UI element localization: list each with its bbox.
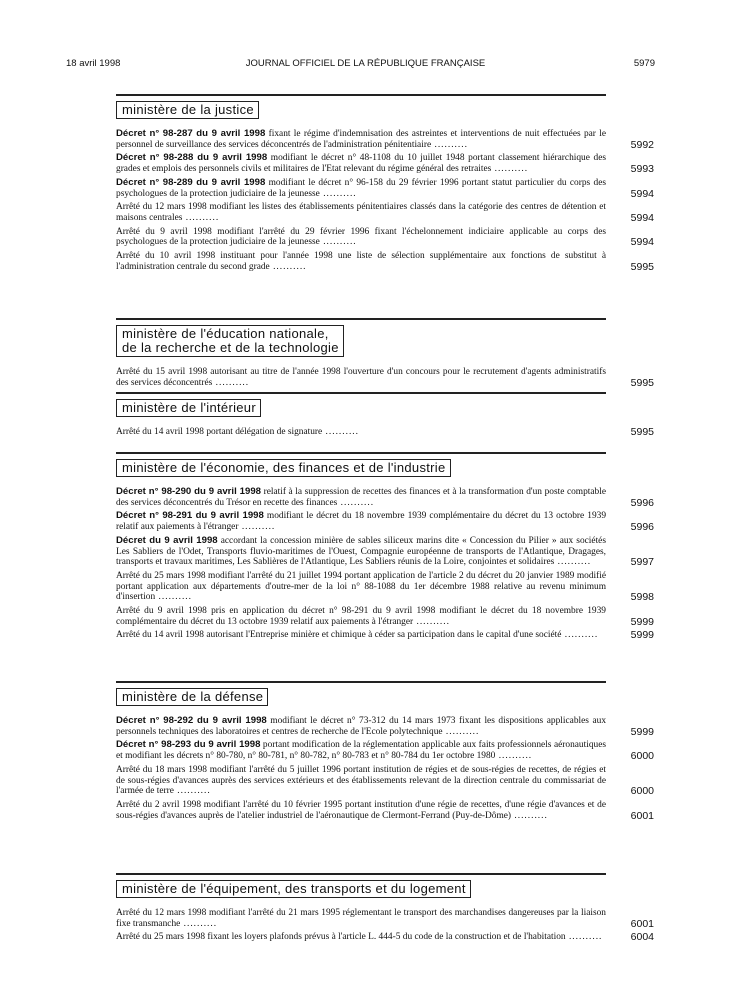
section-title-line: de la recherche et de la technologie [122, 340, 339, 355]
header-page-number: 5979 [633, 58, 655, 69]
list-item [116, 128, 654, 151]
entry-text [116, 427, 606, 438]
section [116, 392, 654, 441]
leader-dots: .......... [431, 139, 468, 150]
leader-dots: .......... [511, 810, 548, 821]
entry-page-number: 5995 [630, 260, 654, 273]
section-rule [116, 452, 606, 454]
section-title [116, 101, 259, 119]
section-title-line: ministère de l'éducation nationale, [122, 326, 329, 341]
entry-decree-title: Décret n° 98-290 du 9 avril 1998 [116, 486, 261, 497]
section-rule [116, 318, 606, 320]
entry-page-number: 5994 [630, 211, 654, 224]
entry-description: Arrêté du 9 avril 1998 pris en application du décret n° 98-291 du 9 avril 1998 modifiant le décret du 18 novembre 1939 complémentaire du décret du 13 octobre 1939 relatif aux paiements à l'étranger [116, 606, 606, 627]
list-item [116, 739, 654, 763]
entry-page-number: 5994 [630, 236, 654, 249]
entry-description: Arrêté du 15 avril 1998 autorisant au titre de l'année 1998 l'ouverture d'un concours pour le recrutement d'agents administratifs des services déconcentrés [116, 367, 606, 388]
list-item [116, 570, 654, 604]
entry-description: Arrêté du 25 mars 1998 modifiant l'arrêté du 21 juillet 1994 portant application de l'article 2 du décret du 20 janvier 1989 modifié portant application aux départements d'outre-mer de la loi n° 88-1088 du 1er décembre 1988 relative au revenu minimum d'insertion [116, 570, 606, 603]
entry-description: fixant le régime d'indemnisation des astreintes et interventions de nuit effectuées par le personnel de surveillance des services déconcentrés de l'administration pénitentiaire [116, 129, 606, 150]
section-title-line: ministère de la défense [122, 689, 264, 704]
list-item [116, 715, 654, 738]
entry-description: modifiant le décret n° 96-158 du 29 février 1996 portant statut particulier du corps des psychologues de la protection judiciaire de la jeunesse [116, 177, 606, 199]
entry-decree-title: Décret n° 98-292 du 9 avril 1998 [116, 715, 267, 726]
entry-list [116, 715, 654, 822]
entry-page-number: 5999 [630, 725, 654, 738]
section [116, 681, 654, 824]
entry-description: Arrêté du 14 avril 1998 portant délégation de signature [116, 427, 323, 437]
entry-description: Arrêté du 25 mars 1998 fixant les loyers plafonds prévus à l'article L. 444-5 du code de la construction et de l'habitation [116, 932, 566, 943]
section-title-line: ministère de l'économie, des finances et de l'industrie [122, 460, 446, 475]
entry-decree-title: Décret n° 98-288 du 9 avril 1998 [116, 152, 268, 164]
entry-page-number: 5999 [630, 629, 654, 642]
entry-text [116, 153, 606, 174]
entry-list [116, 128, 654, 273]
section-title [116, 325, 344, 357]
entry-description: Arrêté du 12 mars 1998 modifiant l'arrêté du 21 mars 1995 réglementant le transport des marchandises dangereuses par la liaison fixe transmanche [116, 908, 606, 929]
list-item [116, 152, 654, 176]
entry-list [116, 426, 654, 438]
leader-dots: .......... [269, 261, 307, 272]
entry-decree-title: Décret n° 98-293 du 9 avril 1998 [116, 739, 261, 751]
leader-dots: .......... [561, 630, 599, 641]
section [116, 318, 654, 391]
entry-page-number: 6001 [630, 917, 654, 930]
leader-dots: .......... [413, 616, 450, 627]
list-item [116, 931, 654, 944]
section-title [116, 688, 268, 706]
entry-text [116, 227, 606, 248]
section [116, 873, 654, 946]
header-date: 18 avril 1998 [66, 58, 121, 69]
leader-dots: .......... [495, 751, 533, 762]
entry-text [116, 202, 606, 223]
entry-page-number: 5993 [630, 163, 654, 176]
entry-text [116, 511, 606, 532]
leader-dots: .......... [212, 377, 250, 388]
entry-text [116, 536, 606, 568]
entry-text [116, 251, 606, 272]
entry-text [116, 740, 606, 761]
page-header [0, 58, 731, 72]
entry-description: modifiant le décret n° 73-312 du 14 mars 1973 fixant les dispositions applicables aux personnels techniques des laboratoires et centres de recherche de l'Ecole polytechnique [116, 716, 607, 737]
list-item [116, 764, 654, 798]
entry-page-number: 5995 [630, 376, 654, 389]
entry-text [116, 129, 606, 150]
entry-decree-title: Décret du 9 avril 1998 [116, 534, 218, 546]
entry-description: relatif à la suppression de recettes des finances et à la transformation d'un poste comptable des services déconcentrés du Trésor en recette des finances [116, 487, 606, 508]
entry-page-number: 5996 [630, 521, 654, 534]
leader-dots: .......... [554, 557, 592, 568]
entry-description: modifiant le décret n° 48-1108 du 10 juillet 1948 portant classement hiérarchique des grades et emplois des personnels civils et militaires de l'Etat relevant du régime général des retraites [116, 153, 607, 175]
leader-dots: .......... [491, 164, 529, 175]
list-item [116, 799, 654, 822]
entry-text [116, 800, 606, 821]
list-item [116, 226, 654, 249]
list-item [116, 510, 654, 534]
entry-description: Arrêté du 10 avril 1998 instituant pour l'année 1998 une liste de sélection supplémentaire aux fonctions de substitut à l'administration centrale du second grade [116, 251, 606, 272]
entry-page-number: 5997 [630, 556, 654, 569]
entry-description: Arrêté du 12 mars 1998 modifiant les listes des établissements pénitentiaires classés dans la catégorie des centres de détention et maisons centrales [116, 202, 606, 223]
entry-list [116, 486, 654, 642]
leader-dots: .......... [322, 427, 359, 437]
leader-dots: .......... [180, 918, 218, 929]
entry-description: modifiant le décret du 18 novembre 1939 complémentaire du décret du 13 octobre 1939 relatif aux paiements à l'étranger [116, 511, 607, 533]
entry-text [116, 606, 606, 627]
entry-text [116, 630, 606, 641]
list-item [116, 251, 654, 273]
entry-description: Arrêté du 18 mars 1998 modifiant l'arrêté du 5 juillet 1996 portant institution de régies et de sous-régies de recettes, de régies et de sous-régies d'avances auprès des services extérieurs et des établissements relevant de la direction centrale du commissariat de l'armée de terre [116, 764, 606, 797]
entry-page-number: 5998 [630, 591, 654, 604]
list-item [116, 629, 654, 642]
entry-page-number: 6000 [630, 750, 654, 763]
entry-decree-title: Décret n° 98-291 du 9 avril 1998 [116, 510, 264, 522]
entry-list [116, 367, 654, 389]
entry-page-number: 5994 [630, 187, 654, 200]
section-title [116, 399, 261, 417]
entry-text [116, 571, 606, 603]
entry-description: Arrêté du 14 avril 1998 autorisant l'Entreprise minière et chimique à céder sa participation dans le capital d'une société [116, 630, 562, 641]
entry-page-number: 5995 [630, 426, 654, 438]
leader-dots: .......... [319, 237, 357, 248]
entry-text [116, 367, 606, 388]
section-title [116, 880, 471, 898]
section-title-line: ministère de la justice [122, 102, 254, 117]
entry-page-number: 5996 [630, 496, 654, 509]
list-item [116, 606, 654, 628]
entry-text [116, 178, 606, 199]
section-title [116, 459, 451, 477]
section-rule [116, 873, 606, 875]
entry-list [116, 908, 654, 944]
entry-text [116, 716, 606, 737]
section-rule [116, 681, 606, 683]
list-item [116, 176, 654, 200]
header-title: JOURNAL OFFICIEL DE LA RÉPUBLIQUE FRANÇAISE [245, 58, 486, 69]
entry-description: Arrêté du 2 avril 1998 modifiant l'arrêté du 10 février 1995 portant institution d'une régie de recettes, d'une régie d'avances et de sous-régies d'avances auprès de l'atelier industriel de l'aéronautique de Clermont-Ferrand (Puy-de-Dôme) [116, 799, 606, 821]
list-item [116, 426, 654, 438]
entry-description: Arrêté du 9 avril 1998 modifiant l'arrêté du 29 février 1996 fixant l'échelonnement indiciaire applicable au corps des psychologues de la protection judiciaire de la jeunesse [116, 226, 606, 248]
leader-dots: .......... [182, 212, 220, 223]
leader-dots: .......... [155, 592, 192, 603]
entry-page-number: 6000 [630, 785, 654, 798]
entry-text [116, 765, 606, 797]
entry-text [116, 932, 606, 943]
leader-dots: .......... [238, 522, 276, 533]
leader-dots: .......... [337, 497, 375, 508]
entry-description: portant modification de la réglementation applicable aux faits professionnels aéronautiques et modifiant les décrets n° 80-780, n° 80-781, n° 80-782, n° 80-783 et n° 80-784 du 1er octobre 1980 [116, 740, 607, 762]
section-rule [116, 94, 606, 96]
list-item [116, 367, 654, 389]
section [116, 452, 654, 644]
entry-description: accordant la concession minière de sables siliceux marins dite « Concession du Pilier » aux sociétés Les Sabliers de l'Odet, Transports fluvio-maritimes de l'Ouest, Compagnie européenne de transports de l'Atlantique, Dragages, transports et travaux maritimes, Les Sablières de l'Atlantique, Les Sabliers réunis de la Loire, conjointes et solidaires [116, 535, 606, 568]
leader-dots: .......... [565, 932, 603, 943]
entry-decree-title: Décret n° 98-289 du 9 avril 1998 [116, 176, 266, 188]
entry-decree-title: Décret n° 98-287 du 9 avril 1998 [116, 128, 266, 139]
leader-dots: .......... [442, 726, 480, 737]
section-rule [116, 392, 606, 394]
leader-dots: .......... [319, 188, 357, 199]
entry-page-number: 6004 [630, 931, 654, 944]
list-item [116, 908, 654, 930]
entry-page-number: 6001 [630, 809, 654, 822]
leader-dots: .......... [173, 786, 211, 797]
entry-page-number: 5999 [630, 615, 654, 628]
entry-text [116, 908, 606, 929]
list-item [116, 486, 654, 509]
section-title-line: ministère de l'intérieur [122, 400, 256, 415]
list-item [116, 202, 654, 224]
entry-page-number: 5992 [630, 138, 654, 151]
section-title-line: ministère de l'équipement, des transports et du logement [122, 881, 466, 896]
entry-text [116, 487, 606, 508]
section [116, 94, 654, 275]
list-item [116, 534, 654, 569]
